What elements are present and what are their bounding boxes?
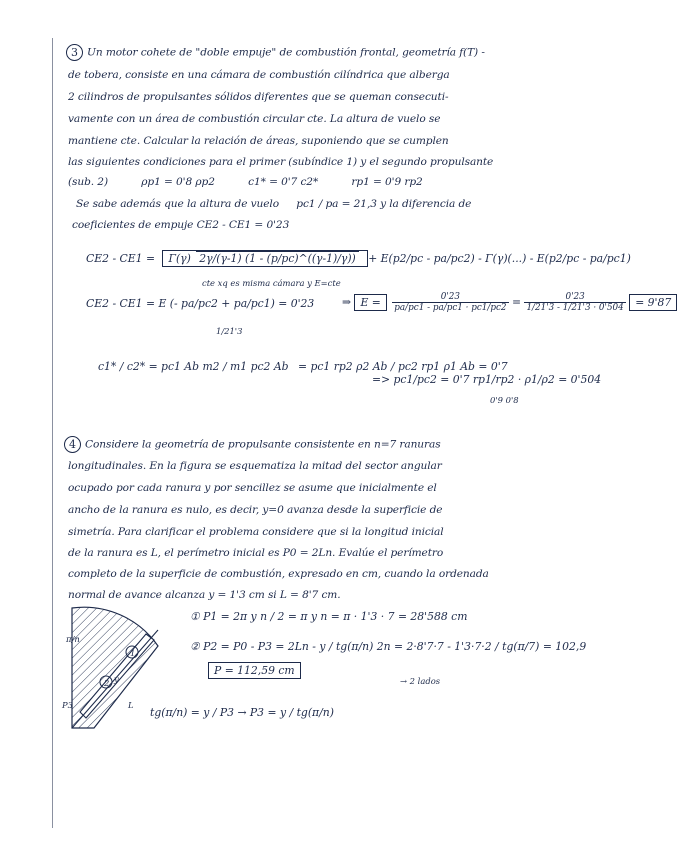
angle-label: π/n <box>66 634 80 644</box>
problem-4-line-1: 4 Considere la geometría de propulsante consistente en n=7 ranuras <box>64 436 441 453</box>
problem-3-line-8: Se sabe además que la altura de vuelo pc1 / pa = 21,3 y la diferencia de <box>76 198 472 210</box>
problem-3-line-7: (sub. 2) ρp1 = 0'8 ρp2 c1* = 0'7 c2* rp1 = 0'9 rp2 <box>68 176 423 188</box>
E-value-boxed: = 9'87 <box>629 294 677 311</box>
problem-number-3: 3 <box>66 44 83 61</box>
equation-3: c1* / c2* = pc1 Ab m2 / m1 pc2 Ab = pc1 rp2 ρ2 Ab / pc2 rp1 ρ1 Ab = 0'7 <box>98 360 508 373</box>
problem-number-4: 4 <box>64 436 81 453</box>
problem-4-line-2: longitudinales. En la figura se esquematiza la mitad del sector angular <box>68 460 442 472</box>
condition-rho: ρp1 = 0'8 ρp2 <box>141 176 215 188</box>
equation-2-note: 1/21'3 <box>216 326 243 336</box>
problem-4-line-4: ancho de la ranura es nulo, es decir, y=0 avanza desde la superficie de <box>68 504 443 516</box>
y-label: y <box>114 674 119 684</box>
problem-3-line-5: mantiene cte. Calcular la relación de áreas, suponiendo que se cumplen <box>68 135 449 147</box>
problem-4-line-3: ocupado por cada ranura y por sencillez se asume que inicialmente el <box>68 482 437 494</box>
tangent-relation: tg(π/n) = y / P3 → P3 = y / tg(π/n) <box>150 706 334 719</box>
problem-3-line-2: de tobera, consiste en una cámara de combustión cilíndrica que alberga <box>68 69 450 81</box>
grain-sector-figure <box>62 600 174 738</box>
equation-3-under: 0'9 0'8 <box>490 395 519 405</box>
condition-cstar: c1* = 0'7 c2* <box>248 176 319 188</box>
marker-1-label: 1 <box>130 648 136 658</box>
E-boxed: E = <box>354 294 386 311</box>
problem-3-line-1: 3 Un motor cohete de "doble empuje" de combustión frontal, geometría f(T) - <box>66 44 485 61</box>
step-2-note: → 2 lados <box>400 676 441 686</box>
final-perimeter-boxed: P = 112,59 cm <box>208 662 301 679</box>
step-1-perimeter: ① P1 = 2π y n / 2 = π y n = π · 1'3 · 7 = 28'588 cm <box>190 610 468 623</box>
page-margin-line <box>52 38 53 828</box>
problem-4-line-6: de la ranura es L, el perímetro inicial es P0 = 2Ln. Evalúe el perímetro <box>68 547 444 559</box>
problem-3-line-4: vamente con un área de combustión circular cte. La altura de vuelo se <box>68 113 441 125</box>
problem-3-line-6: las siguientes condiciones para el primer (subíndice 1) y el segundo propulsante <box>68 156 494 168</box>
equation-2: CE2 - CE1 = E (- pa/pc2 + pa/pc1) = 0'23 <box>86 297 315 310</box>
step-2-perimeter: ② P2 = P0 - P3 = 2Ln - y / tg(π/n) 2n = 2·8'7·7 - 1'3·7·2 / tg(π/7) = 102,9 <box>190 640 587 653</box>
equation-1-note: cte xq es misma cámara y E=cte <box>202 278 341 288</box>
problem-3-line-3: 2 cilindros de propulsantes sólidos diferentes que se queman consecuti- <box>68 91 449 103</box>
problem-3-line-9: coeficientes de empuje CE2 - CE1 = 0'23 <box>72 219 290 231</box>
condition-rp: rp1 = 0'9 rp2 <box>351 176 423 188</box>
problem-4-line-8: normal de avance alcanza y = 1'3 cm si L = 8'7 cm. <box>68 589 341 601</box>
side-L-label: L <box>128 700 134 710</box>
problem-4-line-7: completo de la superficie de combustión, expresado en cm, cuando la ordenada <box>68 568 489 580</box>
problem-4-line-5: simetría. Para clarificar el problema considere que si la longitud inicial <box>68 526 444 538</box>
marker-2-label: 2 <box>104 678 110 688</box>
equation-3-result: => pc1/pc2 = 0'7 rp1/rp2 · ρ1/ρ2 = 0'504 <box>372 373 602 386</box>
p3-label: P3 <box>62 700 73 710</box>
altitude-info: pc1 / pa = 21,3 y la diferencia de <box>296 198 472 210</box>
equation-1-boxed-term: Γ(γ) 2γ/(γ-1) (1 - (p/pc)^((γ-1)/γ)) <box>162 250 368 267</box>
equation-1: CE2 - CE1 = Γ(γ) 2γ/(γ-1) (1 - (p/pc)^((γ-1)/γ)) + E(p2/pc - pa/pc2) - Γ(γ)(...) - E(p2/pc - pa/pc1) <box>86 252 631 265</box>
equation-2-result: ⇒ E = $\frac{0'23}{pa/pc1 - pa/pc1 \cdot pc1/pc2}$ = $\frac{0'23}{1/21'3 - 1/21'3 \cdot 0'504}$ = 9'87 <box>342 292 677 313</box>
